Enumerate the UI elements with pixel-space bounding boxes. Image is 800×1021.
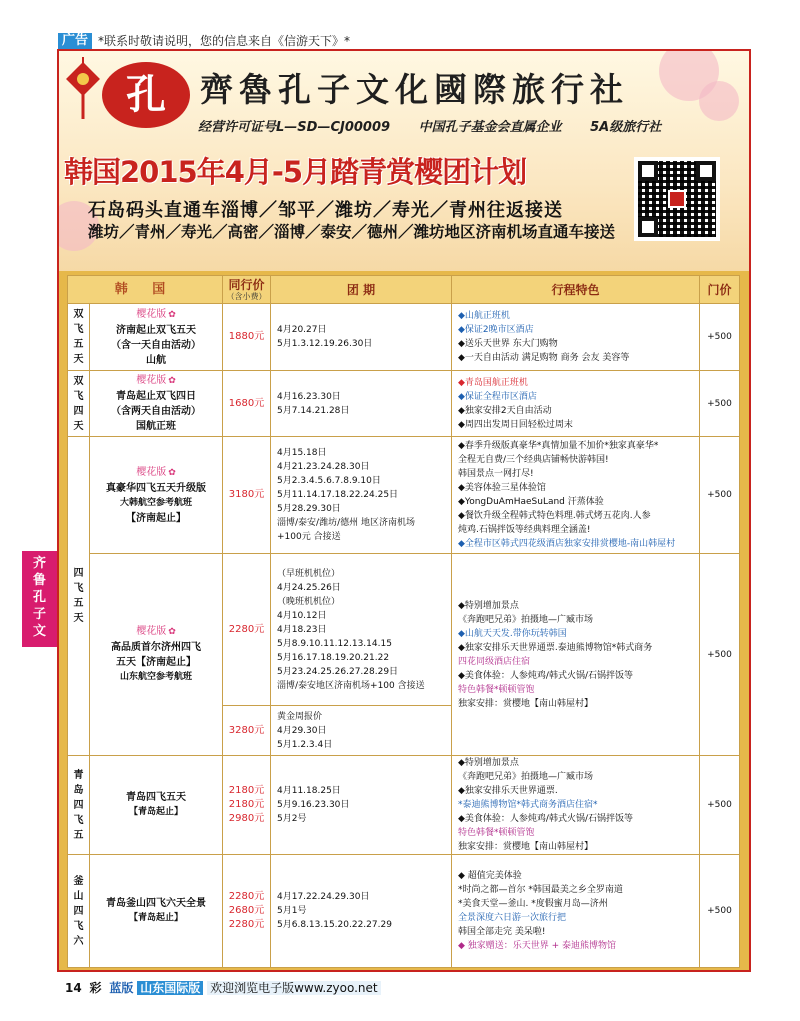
- sakura-badge: 樱花版 ✿: [90, 465, 222, 481]
- company-logo-seal: 孔: [102, 62, 190, 128]
- route-label: 四 飞 五 天: [68, 437, 90, 756]
- chinese-knot-icon: [63, 57, 103, 119]
- gate-price: +500: [700, 855, 740, 968]
- sakura-badge: 樱花版 ✿: [90, 373, 222, 389]
- tour-price: 3280元: [223, 706, 271, 756]
- header-country: 韩 国: [68, 276, 223, 304]
- tour-price: 2280元 2680元 2280元: [223, 855, 271, 968]
- tour-name: 青岛釜山四飞六天全景 【青岛起止】: [90, 855, 223, 968]
- transfer-line-1: 石岛码头直通车淄博／邹平／潍坊／寿光／青州往返接送: [88, 200, 563, 221]
- qr-finder: [638, 217, 658, 237]
- license-line: [198, 116, 708, 135]
- tour-name: 樱花版 ✿ 济南起止双飞五天 （含一天自由活动） 山航: [90, 304, 223, 371]
- qr-code: [634, 157, 720, 241]
- ad-note: *联系时敬请说明，您的信息来自《信游天下》*: [98, 34, 351, 48]
- table-row: [68, 855, 740, 968]
- header-price: 同行价 （含小费）: [223, 276, 271, 304]
- qr-code-pattern: [638, 161, 716, 237]
- header-group: 团 期: [271, 276, 452, 304]
- route-label: 双 飞 四 天: [68, 371, 90, 437]
- company-name: 齊魯孔子文化國際旅行社: [200, 70, 629, 109]
- tour-dates: （早班机机位） 4月24.25.26日 （晚班机机位） 4月10.12日 4月18.23日 5月8.9.10.11.12.13.14.15 5月16.17.18.19.20.21.22 5月23.24.25.26.27.28.29日 淄博/泰安地区济南机场+100 含接送: [271, 554, 452, 706]
- tour-features: ◆特别增加景点 《奔跑吧兄弟》拍摄地—广臧市场 ◆独家安排乐天世界通票. *泰迪熊博物馆*韩式商务酒店住宿* ◆美食体验：人参炖鸡/韩式火锅/石锅拌饭等 特色韩餐*顿顿管饱 独家安排：赏樱地【南山韩屋村】: [452, 756, 700, 855]
- qr-logo: [668, 190, 686, 208]
- tour-features: ◆特别增加景点 《奔跑吧兄弟》拍摄地—广臧市场 ◆山航天天发.带你玩转韩国 ◆独家安排乐天世界通票.泰迪熊博物馆*韩式商务 四花同级酒店住宿 ◆美食体验：人参炖鸡/韩式火锅/石锅拌饭等 特色韩餐*顿顿管饱 独家安排：赏樱地【南山韩屋村】: [452, 554, 700, 756]
- route-label: 青 岛 四 飞 五: [68, 756, 90, 855]
- page-number: 14: [65, 981, 82, 995]
- license-grade: 5A级旅行社: [590, 120, 662, 135]
- tour-price: 2280元: [223, 554, 271, 706]
- tour-features: ◆ 超值完美体验 *时尚之都—首尔 *韩国最美之乡全罗南道 *美食天堂—釜山. *度假蜜月岛—济州 全景深度六日游一次旅行把 韩国全部走完 美呆啦! ◆ 独家赠送：乐天世界 + 泰迪熊博物馆: [452, 855, 700, 968]
- route-label: 双 飞 五 天: [68, 304, 90, 371]
- header-features: 行程特色: [452, 276, 700, 304]
- qr-finder: [696, 161, 716, 181]
- gate-price: +500: [700, 554, 740, 756]
- table-row: [68, 756, 740, 855]
- tour-dates: 4月15.18日 4月21.23.24.28.30日 5月2.3.4.5.6.7.8.9.10日 5月11.14.17.18.22.24.25日 5月28.29.30日 淄博/泰安/潍坊/德州 地区济南机场 +100元 合接送: [271, 437, 452, 554]
- footer-cai: 彩: [89, 981, 102, 995]
- tour-features: ◆春季升级版真豪华*真情加量不加价*独家真豪华* 全程无自费/三个经典店铺畅快游韩国! 韩国景点一网打尽! ◆美容体验三星体验馆 ◆YongDuAmHaeSuLand 汗蒸体验 ◆餐饮升级全程韩式特色料理.韩式烤五花肉.人参 炖鸡.石锅拌饭等经典料理全涵盖! ◆全程市区韩式四花级酒店独家安排赏樱地-南山韩屋村: [452, 437, 700, 554]
- table-row: [68, 304, 740, 371]
- tour-price: 1880元: [223, 304, 271, 371]
- table-row: [68, 371, 740, 437]
- qr-finder: [638, 161, 658, 181]
- gate-price: +500: [700, 437, 740, 554]
- table-row: [68, 554, 740, 706]
- license-number: 经营许可证号L—SD—CJ00009: [198, 120, 391, 135]
- gate-price: +500: [700, 371, 740, 437]
- tour-name: 樱花版 ✿ 高品质首尔济州四飞 五天【济南起止】 山东航空参考航班: [90, 554, 223, 756]
- tour-price: 2180元 2180元 2980元: [223, 756, 271, 855]
- tour-price: 1680元: [223, 371, 271, 437]
- footer-website[interactable]: 欢迎浏览电子版www.zyoo.net: [207, 981, 381, 995]
- tour-name: 樱花版 ✿ 真豪华四飞五天升级版 大韩航空参考航班 【济南起止】: [90, 437, 223, 554]
- table-row: [68, 437, 740, 554]
- gate-price: +500: [700, 304, 740, 371]
- tour-dates: 4月20.27日 5月1.3.12.19.26.30日: [271, 304, 452, 371]
- gate-price: +500: [700, 756, 740, 855]
- ad-tag: 广告: [58, 33, 92, 49]
- tour-name: 青岛四飞五天 【青岛起止】: [90, 756, 223, 855]
- campaign-title: 韩国2015年4月-5月踏青赏樱团计划: [64, 155, 527, 189]
- footer-edition: 山东国际版: [137, 981, 203, 995]
- table-header-row: [68, 276, 740, 304]
- tour-price: 3180元: [223, 437, 271, 554]
- tour-features: ◆山航正班机 ◆保证2晚市区酒店 ◆送乐天世界 东大门购物 ◆一天自由活动 满足购物 商务 会友 美容等: [452, 304, 700, 371]
- license-affiliation: 中国孔子基金会直属企业: [418, 120, 562, 135]
- page-footer: [65, 980, 381, 996]
- transfer-line-2: 潍坊／青州／寿光／高密／淄博／泰安／德州／潍坊地区济南机场直通车接送: [88, 223, 616, 241]
- tour-dates: 4月11.18.25日 5月9.16.23.30日 5月2号: [271, 756, 452, 855]
- header-gate: 门价: [700, 276, 740, 304]
- tour-dates: 4月17.22.24.29.30日 5月1号 5月6.8.13.15.20.22.27.29: [271, 855, 452, 968]
- tour-features: ◆青岛国航正班机 ◆保证全程市区酒店 ◆独家安排2天自由活动 ◆周四出发周日回轻松过周末: [452, 371, 700, 437]
- side-banner: 齐 鲁 孔 子 文: [22, 551, 57, 647]
- sakura-badge: 樱花版 ✿: [90, 624, 222, 640]
- tour-dates: 4月16.23.30日 5月7.14.21.28日: [271, 371, 452, 437]
- tour-table: [67, 275, 740, 968]
- tour-dates: 黄金周报价 4月29.30日 5月1.2.3.4日: [271, 706, 452, 756]
- sakura-badge: 樱花版 ✿: [90, 307, 222, 323]
- footer-lan: 蓝版: [109, 981, 134, 995]
- tour-name: 樱花版 ✿ 青岛起止双飞四日 （含两天自由活动） 国航正班: [90, 371, 223, 437]
- route-label: 釜 山 四 飞 六: [68, 855, 90, 968]
